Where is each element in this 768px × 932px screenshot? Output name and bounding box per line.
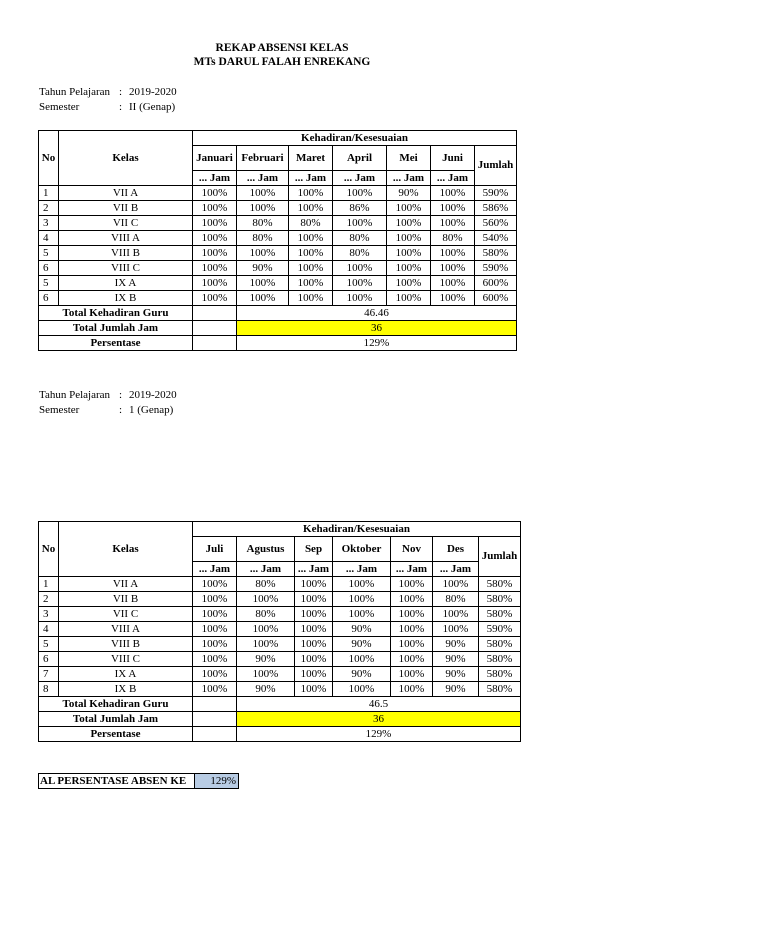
doc-subtitle: MTs DARUL FALAH ENREKANG [193,56,371,68]
attendance-cell: 100% [431,291,475,306]
attendance-cell: 100% [295,622,333,637]
table-row [39,622,521,637]
jumlah-cell: 580% [479,577,521,592]
attendance-cell: 80% [237,577,295,592]
jumlah-cell: 600% [475,276,517,291]
rekap-table-semester-2 [38,130,517,351]
empty-cell [193,712,237,727]
attendance-cell: 100% [431,201,475,216]
attendance-cell: 100% [193,652,237,667]
empty-cell [193,727,237,742]
header-row [39,522,521,537]
attendance-cell: 100% [237,276,289,291]
jumlah-cell: 586% [475,201,517,216]
attendance-cell: 100% [387,276,431,291]
total-kehadiran-row [39,306,517,321]
attendance-cell: 90% [333,637,391,652]
kehadiran-header: Kehadiran/Kesesuaian [193,522,521,537]
attendance-cell: 80% [237,607,295,622]
tahun-pelajaran-2 [39,389,177,401]
row-kelas: VIII C [59,652,193,667]
attendance-cell: 100% [391,592,433,607]
month-header: Oktober [333,537,391,562]
total-jam-label: Total Jumlah Jam [39,321,193,336]
attendance-cell: 100% [193,607,237,622]
attendance-cell: 100% [289,276,333,291]
rekap-table-semester-1 [38,521,521,742]
total-kehadiran-value: 46.46 [237,306,517,321]
month-header: April [333,146,387,171]
tahun-value: 2019-2020 [129,86,177,98]
attendance-cell: 100% [333,682,391,697]
month-header: Agustus [237,537,295,562]
attendance-cell: 100% [289,201,333,216]
row-kelas: IX B [59,291,193,306]
row-no: 8 [39,682,59,697]
total-jam-row [39,321,517,336]
row-no: 3 [39,607,59,622]
row-kelas: IX B [59,682,193,697]
kelas-header: Kelas [59,131,193,186]
jumlah-header: Jumlah [475,146,517,186]
row-no: 4 [39,622,59,637]
persentase-value: 129% [237,336,517,351]
jumlah-cell: 600% [475,291,517,306]
table-row [39,652,521,667]
attendance-cell: 100% [295,592,333,607]
attendance-cell: 80% [431,231,475,246]
tahun-value: 2019-2020 [129,389,177,401]
attendance-cell: 100% [391,622,433,637]
attendance-cell: 80% [433,592,479,607]
attendance-cell: 100% [333,186,387,201]
attendance-cell: 100% [387,201,431,216]
row-no: 4 [39,231,59,246]
attendance-cell: 100% [333,592,391,607]
attendance-cell: 100% [193,637,237,652]
kelas-header: Kelas [59,522,193,577]
attendance-cell: 100% [193,216,237,231]
attendance-cell: 100% [237,622,295,637]
row-kelas: VIII A [59,622,193,637]
row-kelas: IX A [59,667,193,682]
no-header: No [39,131,59,186]
attendance-cell: 90% [387,186,431,201]
table-row [39,201,517,216]
unit-cell: ... Jam [387,171,431,186]
jumlah-cell: 590% [475,186,517,201]
month-header: Juni [431,146,475,171]
unit-cell: ... Jam [237,171,289,186]
attendance-cell: 80% [333,246,387,261]
attendance-cell: 100% [237,246,289,261]
attendance-cell: 100% [295,667,333,682]
empty-cell [193,336,237,351]
attendance-cell: 80% [289,216,333,231]
jumlah-cell: 590% [475,261,517,276]
total-jam-value: 36 [237,712,521,727]
attendance-cell: 100% [387,216,431,231]
attendance-cell: 100% [391,607,433,622]
empty-cell [193,306,237,321]
row-no: 7 [39,667,59,682]
jumlah-cell: 580% [479,652,521,667]
persentase-row [39,727,521,742]
table-row [39,186,517,201]
total-persentase-label: AL PERSENTASE ABSEN KE [38,773,194,789]
row-kelas: VIII B [59,246,193,261]
jumlah-cell: 580% [479,637,521,652]
row-kelas: IX A [59,276,193,291]
total-jam-label: Total Jumlah Jam [39,712,193,727]
tahun-sep: : [119,389,123,401]
jumlah-cell: 580% [479,682,521,697]
table-row [39,261,517,276]
attendance-cell: 100% [391,682,433,697]
attendance-cell: 100% [193,186,237,201]
attendance-cell: 100% [391,667,433,682]
attendance-cell: 100% [295,652,333,667]
attendance-cell: 90% [433,637,479,652]
row-no: 2 [39,592,59,607]
month-header: Januari [193,146,237,171]
jumlah-cell: 540% [475,231,517,246]
row-kelas: VII B [59,592,193,607]
attendance-cell: 100% [387,246,431,261]
attendance-cell: 90% [333,667,391,682]
attendance-cell: 100% [333,216,387,231]
table-row [39,577,521,592]
attendance-cell: 100% [193,592,237,607]
attendance-cell: 100% [391,652,433,667]
table-row [39,216,517,231]
jumlah-cell: 590% [479,622,521,637]
row-kelas: VII A [59,186,193,201]
attendance-cell: 100% [289,246,333,261]
empty-cell [193,697,237,712]
header-row [39,131,517,146]
attendance-cell: 100% [433,577,479,592]
unit-cell: ... Jam [431,171,475,186]
jumlah-cell: 580% [479,607,521,622]
attendance-cell: 100% [433,622,479,637]
attendance-cell: 100% [193,667,237,682]
row-kelas: VII C [59,216,193,231]
attendance-cell: 100% [431,186,475,201]
attendance-cell: 90% [433,667,479,682]
row-no: 5 [39,276,59,291]
row-no: 1 [39,186,59,201]
attendance-cell: 86% [333,201,387,216]
attendance-cell: 100% [237,186,289,201]
attendance-cell: 100% [289,261,333,276]
unit-cell: ... Jam [433,562,479,577]
attendance-cell: 100% [289,231,333,246]
attendance-cell: 100% [387,231,431,246]
attendance-cell: 100% [295,577,333,592]
total-kehadiran-row [39,697,521,712]
month-header: Maret [289,146,333,171]
attendance-cell: 100% [333,652,391,667]
empty-cell [193,321,237,336]
month-header: Februari [237,146,289,171]
row-no: 3 [39,216,59,231]
attendance-cell: 100% [193,276,237,291]
attendance-cell: 100% [289,291,333,306]
semester-value: 1 (Genap) [129,404,174,416]
attendance-cell: 100% [431,261,475,276]
attendance-cell: 100% [193,577,237,592]
attendance-cell: 100% [333,261,387,276]
table-row [39,607,521,622]
row-no: 5 [39,637,59,652]
persentase-value: 129% [237,727,521,742]
unit-cell: ... Jam [391,562,433,577]
attendance-cell: 100% [193,682,237,697]
attendance-cell: 90% [333,622,391,637]
attendance-cell: 100% [193,261,237,276]
row-kelas: VIII A [59,231,193,246]
total-jam-value: 36 [237,321,517,336]
attendance-cell: 100% [333,291,387,306]
attendance-cell: 100% [193,246,237,261]
total-persentase-row [38,773,239,789]
attendance-cell: 100% [333,276,387,291]
attendance-cell: 100% [433,607,479,622]
attendance-cell: 100% [193,622,237,637]
tahun-label: Tahun Pelajaran [39,389,111,401]
attendance-cell: 90% [433,652,479,667]
attendance-cell: 100% [333,607,391,622]
table-row [39,592,521,607]
attendance-cell: 90% [237,261,289,276]
row-kelas: VII A [59,577,193,592]
semester-2 [39,404,173,416]
doc-title: REKAP ABSENSI KELAS [215,42,349,54]
row-no: 2 [39,201,59,216]
semester-sep: : [119,404,123,416]
row-no: 6 [39,291,59,306]
month-header: Mei [387,146,431,171]
no-header: No [39,522,59,577]
unit-cell: ... Jam [295,562,333,577]
attendance-cell: 100% [237,637,295,652]
table-row [39,246,517,261]
table-row [39,291,517,306]
attendance-cell: 100% [237,201,289,216]
attendance-cell: 100% [237,291,289,306]
table-row [39,637,521,652]
semester-1 [39,101,175,113]
jumlah-cell: 580% [479,667,521,682]
month-header: Sep [295,537,333,562]
unit-cell: ... Jam [289,171,333,186]
attendance-cell: 100% [431,246,475,261]
attendance-cell: 100% [289,186,333,201]
attendance-cell: 100% [295,682,333,697]
attendance-cell: 100% [193,201,237,216]
persentase-label: Persentase [39,727,193,742]
row-no: 5 [39,246,59,261]
attendance-cell: 100% [431,216,475,231]
row-kelas: VIII B [59,637,193,652]
attendance-cell: 100% [237,592,295,607]
month-header: Juli [193,537,237,562]
kehadiran-header: Kehadiran/Kesesuaian [193,131,517,146]
total-kehadiran-label: Total Kehadiran Guru [39,697,193,712]
attendance-cell: 90% [237,652,295,667]
unit-cell: ... Jam [333,171,387,186]
attendance-cell: 100% [193,231,237,246]
persentase-label: Persentase [39,336,193,351]
attendance-cell: 100% [333,577,391,592]
semester-sep: : [119,101,123,113]
tahun-pelajaran-1 [39,86,177,98]
jumlah-cell: 560% [475,216,517,231]
attendance-cell: 100% [237,667,295,682]
semester-label: Semester [39,101,80,113]
jumlah-header: Jumlah [479,537,521,577]
table-row [39,231,517,246]
attendance-cell: 80% [333,231,387,246]
total-kehadiran-value: 46.5 [237,697,521,712]
row-kelas: VII B [59,201,193,216]
tahun-sep: : [119,86,123,98]
unit-cell: ... Jam [333,562,391,577]
semester-value: II (Genap) [129,101,176,113]
row-kelas: VIII C [59,261,193,276]
attendance-cell: 100% [391,637,433,652]
unit-cell: ... Jam [193,171,237,186]
attendance-cell: 100% [431,276,475,291]
month-header: Des [433,537,479,562]
attendance-cell: 80% [237,216,289,231]
unit-cell: ... Jam [193,562,237,577]
attendance-cell: 100% [295,637,333,652]
jumlah-cell: 580% [475,246,517,261]
total-kehadiran-label: Total Kehadiran Guru [39,306,193,321]
attendance-cell: 90% [433,682,479,697]
attendance-cell: 100% [387,291,431,306]
total-persentase-value: 129% [194,773,239,789]
semester-label: Semester [39,404,80,416]
row-kelas: VII C [59,607,193,622]
month-header: Nov [391,537,433,562]
attendance-cell: 100% [193,291,237,306]
attendance-cell: 100% [387,261,431,276]
row-no: 6 [39,652,59,667]
table-row [39,682,521,697]
tahun-label: Tahun Pelajaran [39,86,111,98]
persentase-row [39,336,517,351]
table-row [39,276,517,291]
row-no: 6 [39,261,59,276]
attendance-cell: 80% [237,231,289,246]
attendance-cell: 100% [295,607,333,622]
unit-cell: ... Jam [237,562,295,577]
table-row [39,667,521,682]
jumlah-cell: 580% [479,592,521,607]
attendance-cell: 90% [237,682,295,697]
attendance-cell: 100% [391,577,433,592]
row-no: 1 [39,577,59,592]
total-jam-row [39,712,521,727]
